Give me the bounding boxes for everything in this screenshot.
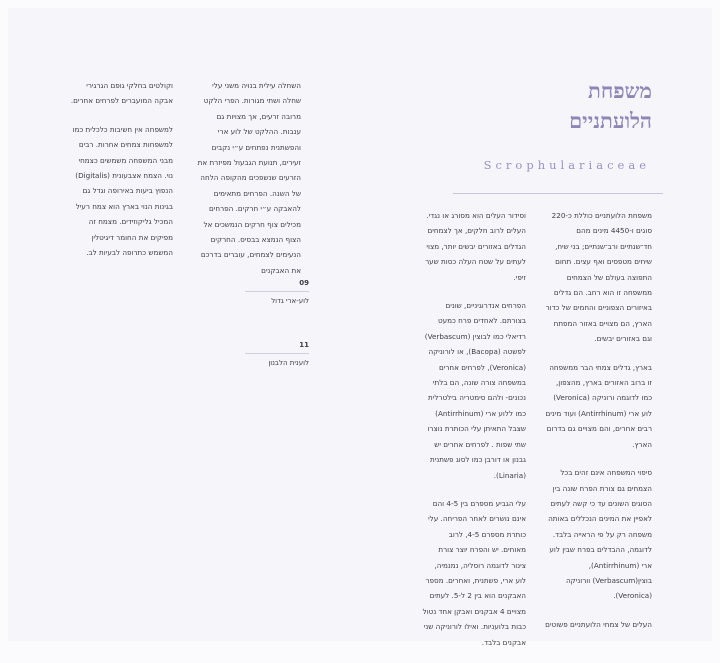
toc-divider (245, 353, 309, 354)
paragraph: עלי הגביע מספרם בין 4-5 והם אינם נושרים לאחר הפריחה. עלי כותרת מספרם 4-5, לרוב מאוחים. יש והפרח יוצר צורת צינור לדוגמה רוסליה, נמנמיה, לוע ארי, פשתנית, ואחרים. מספר האבקנים הוא בין 2 ל-5. לעתים מצויים 4 אבקנים ואבקן אחד נטול כבות בלועניות. ואילו לורוניקה שני אבקנים בלבד. (422, 498, 526, 647)
title-divider (453, 193, 663, 194)
document-page (8, 8, 712, 647)
paragraph: השחלה עילית בנויה משני עלי שחלה ושתי מגורות. הפרי הלקט מרובה זרעים, אך מצויות גם ענבות. ההלקט של לוע ארי והפשתנית נפתחים ע״י נקבים זעירים, תנועת הגבעול מפיזרת את הזרעים שנשפכים מהקופה הלחה של השנה. הפרחים מתאימים להאבקה ע״י חרקים. הפרחים מכילים צוף חרקים הנמשכים אל הצוף הנמצא בבסיס. החרקים הנעימים לצמחים, עוברים בדרכם את האבקנים (197, 81, 301, 275)
text-column-1 (544, 208, 652, 645)
title-line-2: הלועתניים (569, 108, 652, 133)
latin-name: Scrophulariaceae (483, 158, 650, 172)
text-column-3 (197, 78, 301, 291)
toc-entry[interactable] (245, 340, 309, 368)
paragraph: למשפחה אין חשיבות כלכלית כמו למשפחות צמחים אחרות. רבים מבני המשפחה משמשים כצמחי נוי. הצמח אצבעונית (Digitalis) הנפוץ ביעות באירופה וגדל גם בגינות הנוי בארץ הוא צמח רעיל המכיל גליקוזידים. מצמח זה מפיקים את החומר דיגיטלין המשמש כתרופה לבעיות לב. (72, 124, 173, 258)
paragraph: בארץ, גדלים צמחי הבר ממשפחה זו ברוב האזורים בארץ, מהצפון, כמו לדוגמה ורוניקה (Veronica) לוע ארי (Antirrhinum) ועוד מינים רבים אחרים, והם מצויים גם בדרום הארץ. (545, 362, 652, 449)
paragraph: הפרחים אנדרוגיניים, שונים בצורתם. לאחדים פרח כמעט רדיאלי כמו לבוצין (Verbascum) לפשטה (Bacopa), או לורוניקה (Veronica), לפרחים אחרים במשפחה צורה שונה, הם בלתי נכונים- ולהם סימטריה בילטרלית כמו ללוע ארי (Antirrhinum) שצבל התאיתן עלי הכותרת נוצרו שתי שפות . לפרחים אחרים יש גבנון או דורבן כמו לסוג פשתנית (Linaria). (424, 301, 526, 480)
toc-page-number: 09 (299, 279, 309, 287)
page-title (492, 76, 652, 136)
toc-divider (245, 291, 309, 292)
title-line-1: משפחת (588, 78, 652, 103)
paragraph: העלים של צמחי הלועתניים פשוטים (545, 619, 652, 629)
text-column-2 (422, 208, 526, 663)
toc-label: לוענית הלבנון (268, 359, 309, 367)
paragraph: סיפוי המשפחה אינם זהים בכל הצמחים גם צורת הפרח שונה בין הסוגים השונים עד כי קשה לעתים לאפיין את המינים הנכללים באותה משפחה רק על פי הראייה בלבד. לדוגמה, ההבדלים בפרח שבין לוע ארי (Antirrhinum), בוצין(Verbascum) וורוניקה (Veronica). (548, 468, 652, 601)
toc-page-number: 11 (299, 341, 309, 349)
text-column-4 (69, 78, 173, 273)
paragraph: וקולטים בחלקי גופם הגרגירי אבקה המועברים לפרחים אחרים. (70, 81, 173, 106)
toc-label: לוע-ארי גדול (271, 297, 309, 305)
paragraph: משפחת הלועתניים כוללת כ-220 סוגים ו-4450 מינים מהם חד־שנתיים ורב־שנתיים; בני שיח, שיחים מטפסים ואף עצים. תחום התפוצה בעולם של הצמחים ממשפחה זו הוא רחב. הם גדלים באיזורים הצפוניים והחמים של כדור הארץ, הם מצויים באזור המפתח וגם באזורים יבשים. (545, 211, 652, 344)
toc-entry[interactable] (245, 278, 309, 306)
paragraph: וסידור העלים הוא מסורג או נגדי. העלים לרוב חלקים, אך לצמחים הגדלים באזורים יבשים יותר, מצוי לעתים על שטח העלה כסות שער זיפי. (425, 211, 526, 282)
